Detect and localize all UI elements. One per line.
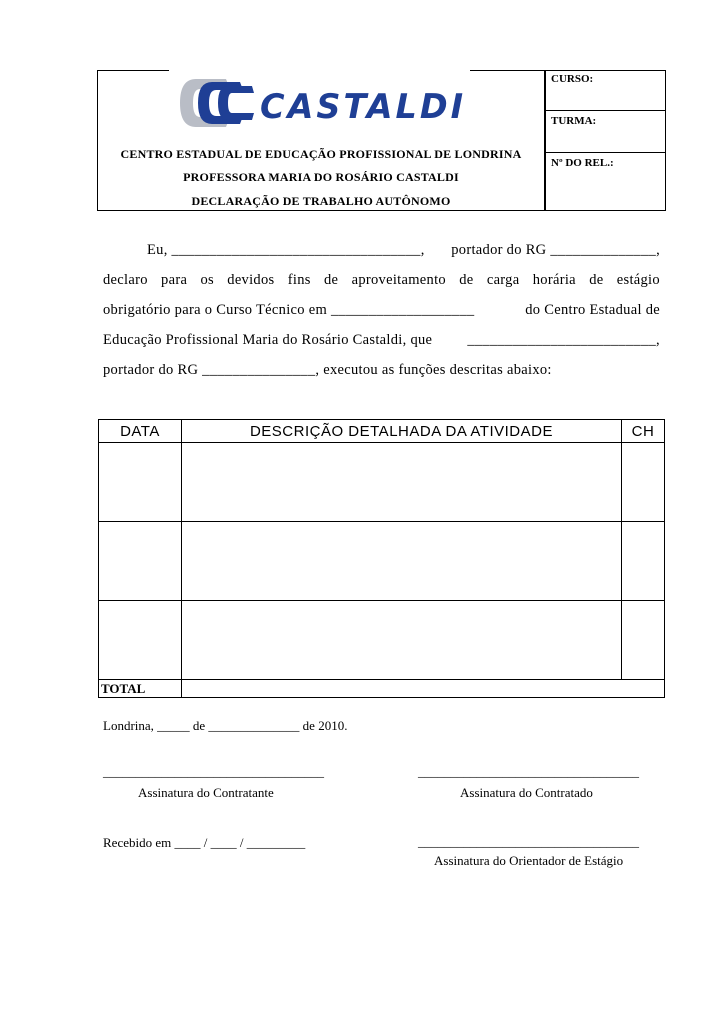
- table-row: [99, 443, 665, 522]
- paragraph-line-4: [103, 332, 660, 349]
- curso-label: CURSO:: [551, 73, 594, 85]
- description-cell[interactable]: [181, 443, 621, 522]
- hours-cell[interactable]: [622, 522, 665, 601]
- activity-table: [98, 419, 665, 698]
- description-cell[interactable]: [181, 601, 621, 680]
- word: fins: [287, 272, 311, 288]
- total-value-cell[interactable]: [181, 680, 664, 698]
- word: horária: [532, 272, 576, 288]
- word: devidos: [227, 272, 275, 288]
- word: declaro: [103, 272, 148, 288]
- word: de: [324, 272, 339, 288]
- contratante-signature-line: __________________________________: [103, 764, 324, 779]
- line3-right: do Centro Estadual de: [525, 302, 660, 318]
- paragraph-line-1: [147, 242, 660, 259]
- paragraph-line-2: [103, 272, 660, 289]
- description-cell[interactable]: [181, 522, 621, 601]
- table-row: [99, 522, 665, 601]
- paragraph-line-3: [103, 302, 660, 319]
- hours-cell[interactable]: [622, 601, 665, 680]
- header-top-border-right: [470, 70, 666, 71]
- word: estágio: [616, 272, 660, 288]
- document-title: DECLARAÇÃO DE TRABALHO AUTÔNOMO: [191, 194, 451, 208]
- num-rel-label: Nº DO REL.:: [551, 157, 614, 169]
- contratado-label: Assinatura do Contratado: [460, 785, 593, 800]
- date-cell[interactable]: [99, 443, 182, 522]
- castaldi-logo: [178, 76, 470, 130]
- contratado-signature-line: __________________________________: [418, 764, 639, 779]
- word: aproveitamento: [351, 272, 446, 288]
- header-cell-divider: [545, 152, 666, 153]
- line4-left: Educação Profissional Maria do Rosário Castaldi, que: [103, 332, 433, 348]
- orientador-label: Assinatura do Orientador de Estágio: [434, 853, 624, 868]
- date-cell[interactable]: [99, 522, 182, 601]
- orientador-signature-line: __________________________________: [418, 834, 639, 849]
- word: de: [459, 272, 474, 288]
- word: os: [200, 272, 214, 288]
- line3-left: obrigatório para o Curso Técnico em ___________________: [103, 302, 475, 318]
- date-column-header: DATA: [99, 420, 182, 443]
- received-date: Recebido em ____ / ____ / _________: [103, 835, 306, 850]
- total-label: TOTAL: [99, 680, 182, 698]
- place-date: Londrina, _____ de ______________ de 2010.: [103, 718, 348, 733]
- line1-right: portador do RG ______________,: [451, 242, 660, 258]
- paragraph-line-5: portador do RG _______________, executou as funções descritas abaixo:: [103, 362, 552, 378]
- hours-column-header: CH: [622, 420, 665, 443]
- total-row: [99, 680, 665, 698]
- word: carga: [486, 272, 520, 288]
- header-divider: [544, 70, 546, 211]
- table-row: [99, 601, 665, 680]
- date-cell[interactable]: [99, 601, 182, 680]
- turma-label: TURMA:: [551, 115, 597, 127]
- hours-cell[interactable]: [622, 443, 665, 522]
- line4-right: _________________________,: [467, 332, 660, 348]
- institution-line-2: PROFESSORA MARIA DO ROSÁRIO CASTALDI: [183, 170, 459, 184]
- line1-left: Eu, _________________________________,: [147, 242, 425, 258]
- word: de: [589, 272, 604, 288]
- contratante-label: Assinatura do Contratante: [138, 785, 274, 800]
- institution-line-1: CENTRO ESTADUAL DE EDUCAÇÃO PROFISSIONAL DE LONDRINA: [120, 147, 522, 161]
- logo-wordmark: CASTALDI: [260, 87, 466, 127]
- description-column-header: DESCRIÇÃO DETALHADA DA ATIVIDADE: [181, 420, 621, 443]
- table-header-row: [99, 420, 665, 443]
- header-cell-divider: [545, 110, 666, 111]
- header-top-border-left: [97, 70, 169, 71]
- word: para: [161, 272, 188, 288]
